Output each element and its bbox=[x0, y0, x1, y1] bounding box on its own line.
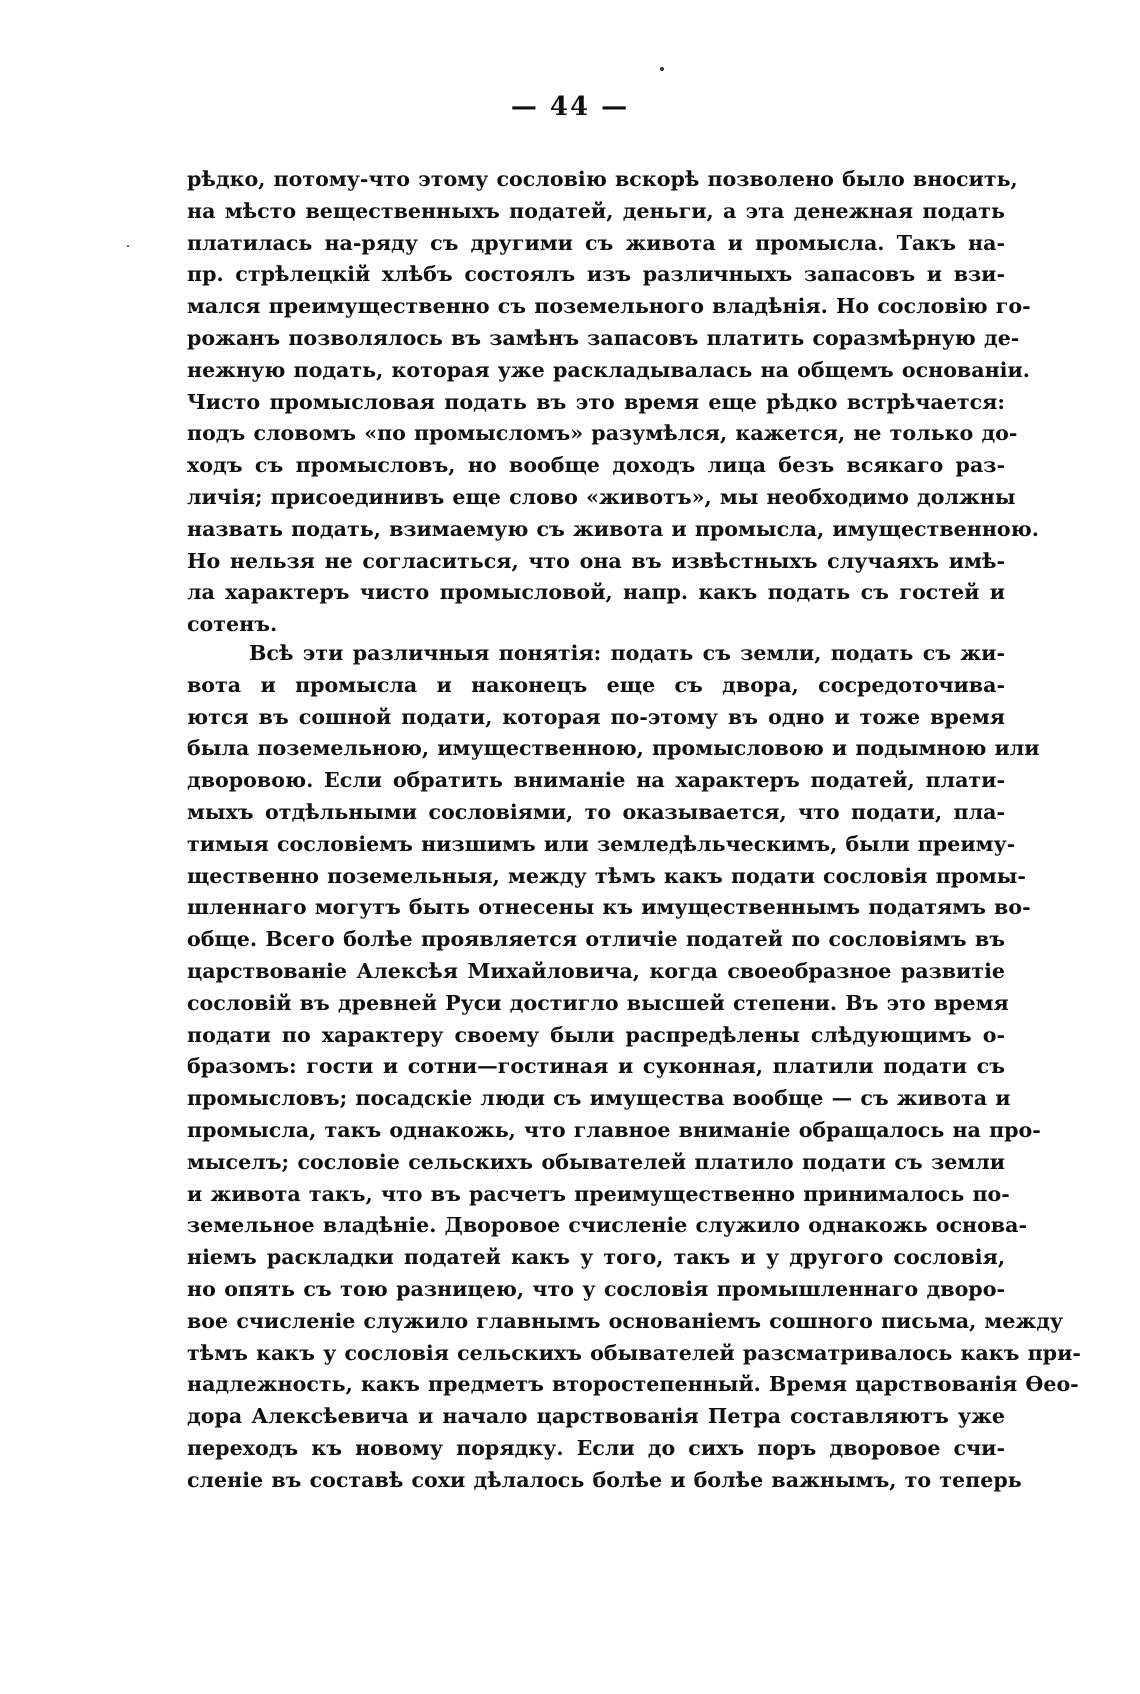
text-line: мыселъ; сословіе сельскихъ обывателей платило подати съ земли bbox=[187, 1149, 1005, 1174]
text-line: земельное владѣніе. Дворовое счисленіе служило однакожь основа- bbox=[187, 1213, 1028, 1238]
paragraph-1 bbox=[187, 164, 1039, 641]
page-number: — 44 — bbox=[510, 92, 630, 122]
text-line: но опять съ тою разницею, что у сословія промышленнаго дворо- bbox=[187, 1276, 1005, 1301]
text-line: и живота такъ, что въ расчетъ преимущественно принималось по- bbox=[187, 1181, 1010, 1206]
text-line: платилась на-ряду съ другими съ живота и промысла. Такъ на- bbox=[187, 230, 1005, 255]
text-line: Но нельзя не согласиться, что она въ извѣстныхъ случаяхъ имѣ- bbox=[187, 548, 1005, 573]
text-line: шленнаго могутъ быть отнесены къ имущественнымъ податямъ во- bbox=[187, 895, 1031, 920]
paragraph-2 bbox=[187, 638, 1081, 1497]
text-line: бразомъ: гости и сотни—гостиная и суконная, платили подати съ bbox=[187, 1054, 1005, 1079]
text-line: царствованіе Алексѣя Михайловича, когда своеобразное развитіе bbox=[187, 958, 1005, 983]
text-line: ніемъ раскладки податей какъ у того, такъ и у другого сословія, bbox=[187, 1245, 1005, 1270]
text-line: тѣмъ какъ у сословія сельскихъ обывателей разсматривалось какъ при- bbox=[187, 1340, 1081, 1365]
ink-speck bbox=[127, 245, 129, 247]
text-line: надлежность, какъ предметъ второстепенный. Время царствованія Ѳео- bbox=[187, 1372, 1079, 1397]
text-line: ются въ сошной подати, которая по-этому въ одно и тоже время bbox=[187, 704, 1005, 729]
text-line: дворовою. Если обратить вниманіе на характеръ податей, плати- bbox=[187, 768, 1005, 793]
text-line: нежную подать, которая уже раскладывалась на общемъ основаніи. bbox=[187, 357, 1030, 382]
text-line: рожанъ позволялось въ замѣнъ запасовъ платить соразмѣрную де- bbox=[187, 325, 1020, 350]
text-line: пр. стрѣлецкій хлѣбъ состоялъ изъ различныхъ запасовъ и взи- bbox=[187, 262, 1005, 287]
text-line: сословій въ древней Руси достигло высшей степени. Въ это время bbox=[187, 990, 1009, 1015]
text-line: Всѣ эти различныя понятія: подать съ земли, подать съ жи- bbox=[249, 641, 1005, 665]
text-line: подати по характеру своему были распредѣлены слѣдующимъ о- bbox=[187, 1022, 1005, 1047]
text-line: вота и промысла и наконецъ еще съ двора, сосредоточива- bbox=[187, 672, 1005, 697]
text-line: промысла, такъ однакожь, что главное вниманіе обращалось на про- bbox=[187, 1117, 1041, 1142]
text-line: ла характеръ чисто промысловой, напр. какъ подать съ гостей и bbox=[187, 580, 1005, 605]
text-line: мался преимущественно съ поземельного владѣнія. Но сословію го- bbox=[187, 294, 1031, 319]
text-line: промысловъ; посадскіе люди съ имущества вообще — съ живота и bbox=[187, 1086, 1011, 1111]
text-line: щественно поземельныя, между тѣмъ какъ подати сословія промы- bbox=[187, 863, 1026, 888]
text-line: вое счисленіе служило главнымъ основаніемъ сошного письма, между bbox=[187, 1308, 1064, 1333]
text-line: переходъ къ новому порядку. Если до сихъ поръ дворовое счи- bbox=[187, 1435, 1005, 1460]
text-line: сленіе въ составѣ сохи дѣлалось болѣе и болѣе важнымъ, то теперь bbox=[187, 1467, 1022, 1492]
text-line: подъ словомъ «по промысломъ» разумѣлся, кажется, не только до- bbox=[187, 421, 1018, 446]
text-line: дора Алексѣевича и начало царствованія Петра составляютъ уже bbox=[187, 1404, 1005, 1429]
text-line: личія; присоединивъ еще слово «животъ», мы необходимо должны bbox=[187, 484, 1016, 509]
text-line: была поземельною, имущественною, промысловою и подымною или bbox=[187, 736, 1040, 761]
text-line: Чисто промысловая подать въ это время еще рѣдко встрѣчается: bbox=[187, 389, 1005, 414]
text-line: ходъ съ промысловъ, но вообще доходъ лица безъ всякаго раз- bbox=[187, 453, 1005, 478]
text-line: назвать подать, взимаемую съ живота и промысла, имущественною. bbox=[187, 516, 1039, 541]
text-line: мыхъ отдѣльными сословіями, то оказывается, что подати, пла- bbox=[187, 799, 1005, 824]
ink-speck bbox=[660, 67, 664, 71]
text-line: тимыя сословіемъ низшимъ или земледѣльческимъ, были преиму- bbox=[187, 831, 1016, 856]
text-line: рѣдко, потому-что этому сословію вскорѣ позволено было вносить, bbox=[187, 167, 1018, 191]
text-line: на мѣсто вещественныхъ податей, деньги, а эта денежная подать bbox=[187, 198, 1005, 223]
text-line: сотенъ. bbox=[187, 612, 278, 637]
text-line: обще. Всего болѣе проявляется отличіе податей по сословіямъ въ bbox=[187, 927, 1005, 952]
